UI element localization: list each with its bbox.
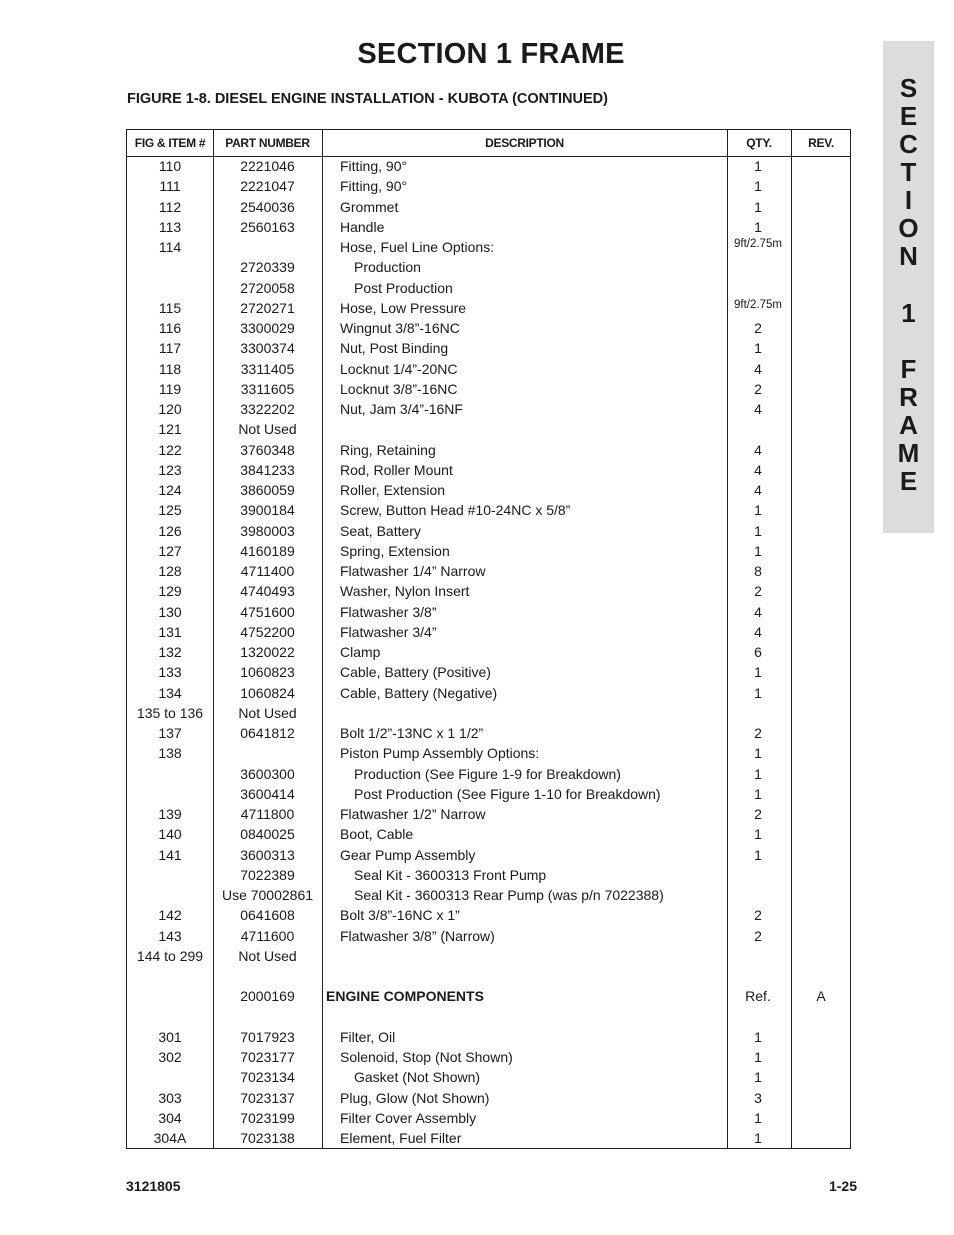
description: Flatwasher 1/4” Narrow (340, 563, 486, 579)
part-number: 3980003 (240, 522, 295, 539)
part-number: 1060823 (240, 664, 295, 681)
table-row (127, 622, 850, 642)
quantity: 2 (754, 907, 762, 924)
side-tab-letter: T (900, 157, 917, 187)
table-row (127, 966, 850, 986)
item-number: 112 (158, 198, 182, 215)
description: Production (See Figure 1-9 for Breakdown) (354, 765, 621, 782)
table-row (127, 480, 850, 500)
item-number: 131 (158, 623, 182, 640)
quantity: 1 (754, 684, 762, 701)
description: Gear Pump Assembly (340, 846, 476, 863)
description: Plug, Glow (Not Shown) (340, 1089, 490, 1106)
table-row (127, 1128, 850, 1148)
revision: A (816, 988, 826, 1005)
description: Production (354, 259, 421, 276)
quantity: 1 (754, 1109, 762, 1126)
part-number: 7023137 (240, 1089, 295, 1106)
table-row (127, 986, 850, 1006)
part-number: 2000169 (240, 988, 295, 1005)
table-row (127, 419, 850, 439)
part-number: 2221046 (240, 158, 295, 174)
table-row (127, 764, 850, 784)
description: Hose, Fuel Line Options: (340, 239, 495, 255)
quantity: Ref. (745, 988, 771, 1005)
description: Seat, Battery (340, 522, 421, 539)
part-number: 4740493 (240, 583, 295, 600)
item-number: 111 (159, 178, 181, 195)
quantity: 2 (754, 380, 762, 397)
table-row (127, 298, 850, 318)
description: Screw, Button Head #10-24NC x 5/8” (340, 502, 571, 519)
quantity: 4 (754, 461, 762, 478)
description: Fitting, 90° (340, 178, 408, 195)
table-row (127, 743, 850, 763)
description: Flatwasher 3/8” (Narrow) (340, 927, 495, 944)
part-number: 1320022 (240, 644, 295, 660)
part-number: 3311405 (240, 360, 295, 377)
column-header-part-number: PART NUMBER (225, 136, 310, 150)
part-number: 1060824 (240, 684, 295, 701)
table-row (127, 359, 850, 379)
description: Solenoid, Stop (Not Shown) (340, 1049, 513, 1065)
quantity: 2 (754, 927, 762, 944)
item-number: 118 (158, 360, 182, 377)
description: Wingnut 3/8”-16NC (340, 320, 460, 336)
quantity: 1 (754, 502, 762, 519)
part-number: 2540036 (240, 198, 295, 215)
item-number: 141 (158, 846, 182, 863)
part-number: 3760348 (240, 441, 295, 458)
item-number: 126 (158, 522, 182, 539)
quantity: 4 (754, 401, 762, 417)
item-number: 115 (158, 299, 182, 316)
table-row (127, 1007, 850, 1027)
part-number: 4752200 (240, 623, 295, 640)
side-tab-letter: A (899, 410, 918, 440)
table-row (127, 642, 850, 662)
description: Bolt 3/8”-16NC x 1” (340, 907, 460, 924)
item-number: 139 (158, 806, 182, 822)
column-header-qty: QTY. (746, 136, 772, 150)
description: Hose, Low Pressure (340, 299, 467, 316)
quantity: 2 (754, 725, 762, 741)
column-header-description: DESCRIPTION (485, 136, 564, 150)
item-number: 114 (158, 239, 182, 255)
quantity: 1 (754, 218, 762, 235)
part-number: 4751600 (240, 603, 295, 620)
description: Seal Kit - 3600313 Front Pump (354, 866, 547, 883)
parts-table (126, 129, 851, 1149)
quantity: 1 (754, 542, 762, 559)
quantity: 9ft/2.75m (734, 238, 782, 250)
item-number: 116 (158, 320, 182, 336)
description: Fitting, 90° (340, 158, 408, 174)
part-number: 7023134 (240, 1069, 295, 1086)
quantity: 2 (754, 320, 762, 336)
part-number: 2720271 (240, 299, 295, 316)
quantity: 1 (754, 340, 762, 357)
description: Nut, Post Binding (340, 340, 449, 357)
table-row (127, 946, 850, 966)
quantity: 1 (754, 846, 762, 863)
quantity: 1 (754, 198, 762, 215)
document-number: 3121805 (126, 1178, 181, 1194)
part-number: 4711400 (240, 563, 295, 579)
side-tab-letter: 1 (901, 298, 916, 328)
description: Element, Fuel Filter (340, 1130, 462, 1146)
part-number: Not Used (238, 421, 297, 438)
item-number: 123 (158, 461, 182, 478)
item-number: 135 to 136 (136, 704, 204, 721)
table-row (127, 662, 850, 682)
quantity: 4 (754, 441, 762, 458)
description: Post Production (354, 279, 453, 296)
table-row (127, 1047, 850, 1067)
side-tab-letter: R (899, 382, 918, 412)
table-row (127, 905, 850, 925)
quantity: 3 (754, 1089, 762, 1106)
description: Locknut 1/4”-20NC (340, 360, 458, 377)
part-number: 4160189 (240, 542, 295, 559)
part-number: 3322202 (240, 401, 295, 417)
item-number: 302 (158, 1049, 182, 1065)
description: Piston Pump Assembly Options: (340, 745, 540, 762)
quantity: 1 (754, 1028, 762, 1045)
column-header-rev: REV. (808, 136, 834, 150)
quantity: 1 (754, 785, 762, 802)
table-row (127, 683, 850, 703)
table-row (127, 338, 850, 358)
item-number: 119 (158, 380, 182, 397)
part-number: 0641812 (240, 725, 295, 741)
item-number: 140 (158, 826, 182, 843)
part-number: 2560163 (240, 218, 295, 235)
table-row (127, 845, 850, 865)
description: Post Production (See Figure 1-10 for Breakdown) (354, 785, 661, 802)
quantity: 2 (754, 583, 762, 600)
quantity: 1 (754, 745, 762, 762)
part-number: 7023199 (240, 1109, 295, 1126)
item-number: 121 (158, 421, 182, 438)
quantity: 4 (754, 482, 762, 498)
part-number: 3600313 (240, 846, 295, 863)
page-number: 1-25 (828, 1178, 857, 1194)
table-row (127, 237, 850, 257)
quantity: 1 (754, 158, 762, 174)
section-title: SECTION 1 FRAME (357, 38, 625, 70)
quantity: 8 (754, 563, 762, 579)
part-number: 3600300 (240, 765, 295, 782)
quantity: 4 (754, 360, 762, 377)
part-number: 4711600 (240, 927, 295, 944)
part-number: 7017923 (240, 1028, 295, 1045)
side-tab-letter: I (904, 185, 913, 215)
part-number: 0641608 (240, 907, 295, 924)
quantity: 1 (754, 522, 762, 539)
quantity: 1 (754, 1049, 762, 1065)
description: Roller, Extension (340, 482, 446, 498)
part-number: 2720058 (240, 279, 295, 296)
table-row (127, 257, 850, 277)
description: Clamp (340, 644, 381, 660)
part-number: 7022389 (240, 866, 295, 883)
description: Bolt 1/2”-13NC x 1 1/2” (340, 725, 484, 741)
part-number: 3900184 (240, 502, 295, 519)
description: Handle (340, 218, 385, 235)
item-number: 142 (158, 907, 182, 924)
table-row (127, 723, 850, 743)
quantity: 1 (754, 826, 762, 843)
table-row (127, 1067, 850, 1087)
part-number: Use 70002861 (221, 887, 314, 903)
item-number: 137 (158, 725, 182, 741)
table-row (127, 602, 850, 622)
item-number: 304 (158, 1109, 182, 1126)
item-number: 303 (158, 1089, 182, 1106)
item-number: 130 (158, 603, 182, 620)
item-number: 138 (158, 745, 182, 762)
item-number: 120 (158, 401, 182, 417)
part-number: 7023177 (240, 1049, 295, 1065)
description: Flatwasher 3/8” (340, 603, 437, 620)
item-number: 127 (158, 542, 182, 559)
part-number: 0840025 (240, 826, 295, 843)
quantity: 1 (754, 1069, 762, 1086)
table-row (127, 399, 850, 419)
quantity: 1 (754, 664, 762, 681)
description: Seal Kit - 3600313 Rear Pump (was p/n 7022388) (354, 887, 664, 903)
description: Gasket (Not Shown) (354, 1069, 481, 1086)
item-number: 132 (158, 644, 182, 660)
description: Spring, Extension (340, 542, 450, 559)
quantity: 2 (754, 806, 762, 822)
description: Cable, Battery (Negative) (340, 684, 498, 701)
item-number: 113 (158, 218, 182, 235)
side-tab-letter: E (899, 101, 918, 131)
table-row (127, 703, 850, 723)
part-number: 3300029 (240, 320, 295, 336)
description: Nut, Jam 3/4”-16NF (340, 401, 463, 417)
column-header-item: FIG & ITEM # (134, 136, 206, 150)
side-tab-letter: M (897, 438, 920, 468)
section-side-tab (883, 41, 934, 533)
description: Grommet (340, 198, 399, 215)
part-number: Not Used (238, 704, 297, 721)
description: Rod, Roller Mount (340, 461, 453, 478)
part-number: 3860059 (240, 482, 295, 498)
table-row (127, 926, 850, 946)
table-row (127, 1108, 850, 1128)
part-number: 3600414 (240, 785, 295, 802)
table-row (127, 500, 850, 520)
table-row (127, 156, 850, 176)
part-number: 2221047 (240, 178, 295, 195)
side-tab-letter: S (899, 73, 918, 103)
item-number: 144 to 299 (136, 947, 204, 964)
table-row (127, 784, 850, 804)
table-row (127, 885, 850, 905)
figure-title: FIGURE 1-8. DIESEL ENGINE INSTALLATION - KUBOTA (CONTINUED) (127, 91, 608, 107)
item-number: 129 (158, 583, 182, 600)
side-tab-letter: O (898, 213, 919, 243)
part-number: 4711800 (240, 806, 295, 822)
quantity: 1 (754, 178, 762, 195)
table-row (127, 804, 850, 824)
table-row (127, 865, 850, 885)
side-tab-letter: F (900, 354, 917, 384)
part-number: 3311605 (240, 380, 295, 397)
quantity: 4 (754, 603, 762, 620)
description: Flatwasher 1/2” Narrow (340, 806, 486, 822)
table-row (127, 561, 850, 581)
item-number: 134 (158, 684, 182, 701)
part-number: Not Used (238, 947, 297, 964)
quantity: 1 (754, 1130, 762, 1146)
table-row (127, 541, 850, 561)
description: Filter Cover Assembly (340, 1109, 477, 1126)
table-row (127, 176, 850, 196)
table-row (127, 440, 850, 460)
table-row (127, 521, 850, 541)
part-number: 2720339 (240, 259, 295, 276)
description: Washer, Nylon Insert (340, 583, 470, 600)
description: Filter, Oil (340, 1028, 396, 1045)
quantity: 9ft/2.75m (734, 298, 782, 311)
item-number: 133 (158, 664, 182, 681)
item-number: 122 (158, 441, 182, 458)
description: Cable, Battery (Positive) (340, 664, 491, 681)
part-number: 3300374 (240, 340, 295, 357)
table-row (127, 197, 850, 217)
description: Flatwasher 3/4” (340, 623, 437, 640)
description: Boot, Cable (340, 826, 414, 843)
table-row (127, 1088, 850, 1108)
description: ENGINE COMPONENTS (326, 988, 484, 1005)
item-number: 124 (158, 482, 182, 498)
part-number: 7023138 (240, 1130, 295, 1146)
item-number: 117 (158, 340, 182, 357)
table-row (127, 824, 850, 844)
table-row (127, 581, 850, 601)
item-number: 304A (153, 1130, 187, 1146)
quantity: 6 (754, 644, 762, 660)
description: Ring, Retaining (340, 441, 436, 458)
side-tab-letter: E (899, 466, 918, 496)
table-row (127, 379, 850, 399)
item-number: 128 (158, 563, 182, 579)
side-tab-letter: N (899, 241, 918, 271)
side-tab-letter: C (899, 129, 918, 159)
item-number: 110 (158, 158, 182, 174)
item-number: 301 (158, 1028, 182, 1045)
item-number: 125 (158, 502, 182, 519)
quantity: 4 (754, 623, 762, 640)
item-number: 143 (158, 927, 182, 944)
table-row (127, 318, 850, 338)
part-number: 3841233 (240, 461, 295, 478)
table-row (127, 1027, 850, 1047)
table-row (127, 460, 850, 480)
description: Locknut 3/8”-16NC (340, 380, 458, 397)
quantity: 1 (754, 765, 762, 782)
